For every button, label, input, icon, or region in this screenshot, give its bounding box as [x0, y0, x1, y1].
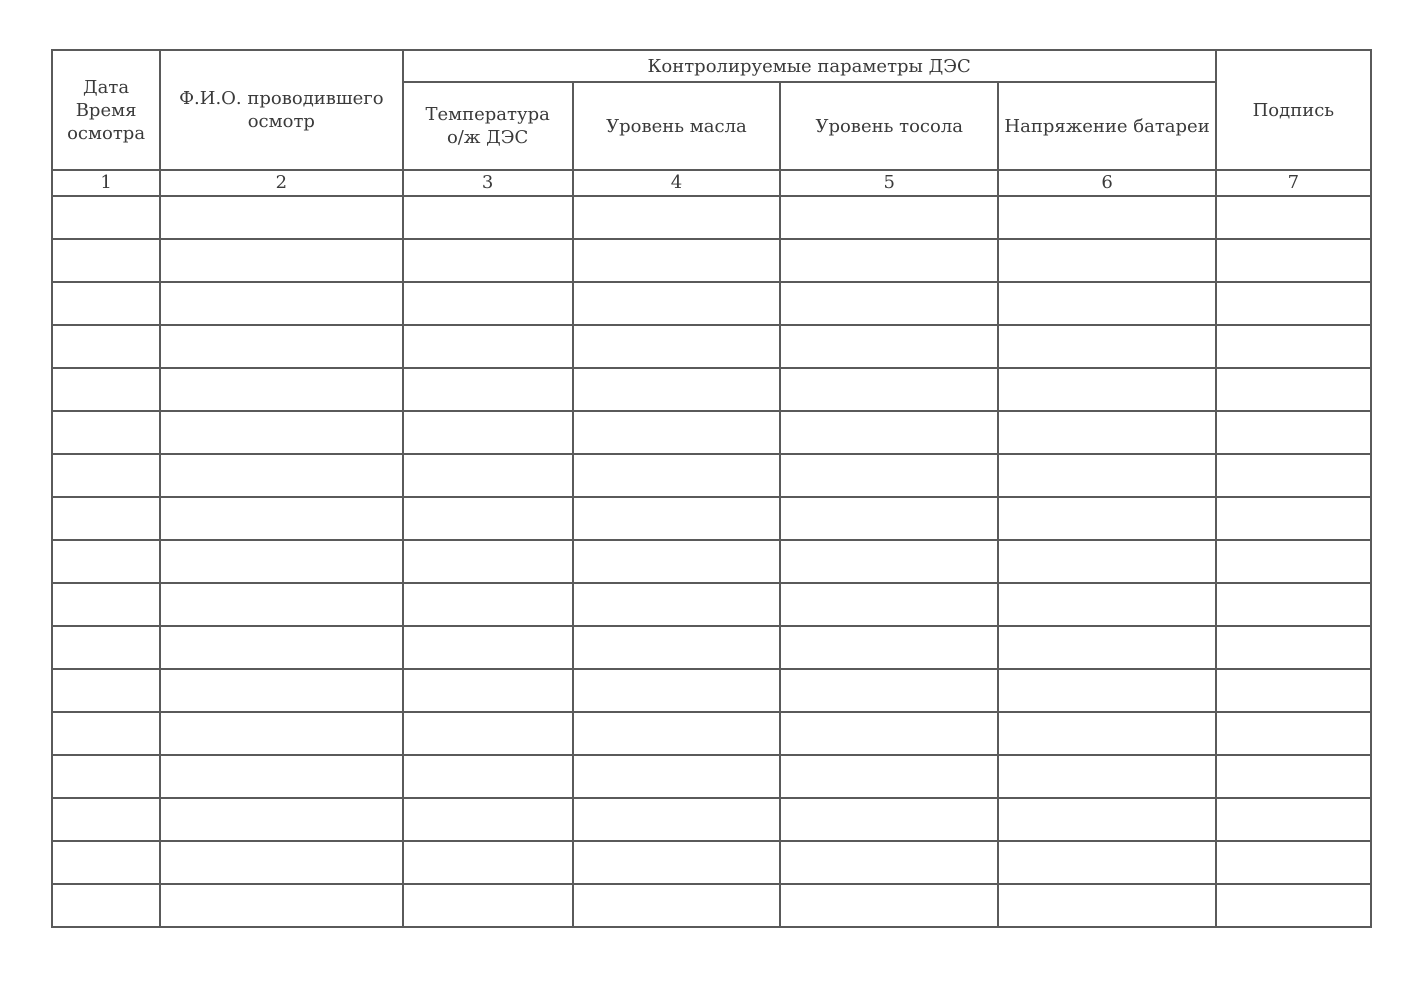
log-entry-cell[interactable]	[160, 411, 402, 454]
log-entry-cell[interactable]	[160, 626, 402, 669]
log-entry-cell[interactable]	[573, 626, 780, 669]
header-inspector-name: Ф.И.О. проводившего осмотр	[160, 50, 402, 170]
log-entry-cell[interactable]	[573, 497, 780, 540]
log-entry-cell[interactable]	[52, 626, 160, 669]
log-entry-row	[52, 626, 1371, 669]
log-entry-cell[interactable]	[52, 411, 160, 454]
header-group-monitored-parameters: Контролируемые параметры ДЭС	[403, 50, 1216, 82]
log-entry-cell[interactable]	[52, 497, 160, 540]
log-entry-cell[interactable]	[403, 841, 573, 884]
header-oil-level: Уровень масла	[573, 82, 780, 170]
log-entry-cell[interactable]	[52, 755, 160, 798]
log-entry-cell[interactable]	[780, 841, 998, 884]
log-entry-cell[interactable]	[160, 196, 402, 239]
column-number: 1	[52, 170, 160, 196]
inspection-log-table	[51, 49, 1372, 928]
log-entry-cell[interactable]	[52, 239, 160, 282]
log-entry-cell[interactable]	[998, 884, 1215, 927]
log-entry-cell[interactable]	[573, 798, 780, 841]
log-entry-cell[interactable]	[998, 841, 1215, 884]
log-entry-cell[interactable]	[573, 239, 780, 282]
column-number: 4	[573, 170, 780, 196]
log-entry-row	[52, 583, 1371, 626]
log-entry-cell[interactable]	[998, 325, 1215, 368]
column-number: 5	[780, 170, 998, 196]
log-entry-cell[interactable]	[160, 884, 402, 927]
log-entry-row	[52, 368, 1371, 411]
log-entry-cell[interactable]	[998, 454, 1215, 497]
log-entry-cell[interactable]	[573, 841, 780, 884]
log-entry-cell[interactable]	[403, 626, 573, 669]
log-entry-cell[interactable]	[52, 712, 160, 755]
log-entry-cell[interactable]	[573, 325, 780, 368]
log-entry-cell[interactable]	[1216, 497, 1371, 540]
log-entry-cell[interactable]	[998, 669, 1215, 712]
header-temperature: Температура о/ж ДЭС	[403, 82, 573, 170]
log-entry-cell[interactable]	[52, 798, 160, 841]
log-entry-cell[interactable]	[160, 712, 402, 755]
log-entry-cell[interactable]	[573, 411, 780, 454]
log-entry-cell[interactable]	[1216, 454, 1371, 497]
log-entry-cell[interactable]	[780, 884, 998, 927]
log-entry-cell[interactable]	[573, 282, 780, 325]
log-entry-cell[interactable]	[403, 368, 573, 411]
log-entry-cell[interactable]	[1216, 755, 1371, 798]
log-entry-cell[interactable]	[780, 540, 998, 583]
log-entry-row	[52, 798, 1371, 841]
log-entry-cell[interactable]	[573, 755, 780, 798]
log-entry-cell[interactable]	[403, 669, 573, 712]
log-entry-row	[52, 712, 1371, 755]
log-entry-cell[interactable]	[573, 196, 780, 239]
log-entry-row	[52, 325, 1371, 368]
log-entry-cell[interactable]	[52, 841, 160, 884]
log-entry-cell[interactable]	[52, 282, 160, 325]
log-body	[52, 196, 1371, 927]
log-entry-cell[interactable]	[998, 712, 1215, 755]
log-entry-row	[52, 411, 1371, 454]
log-entry-cell[interactable]	[780, 196, 998, 239]
header-battery-voltage: Напряжение батареи	[998, 82, 1215, 170]
log-entry-cell[interactable]	[160, 454, 402, 497]
log-entry-cell[interactable]	[160, 282, 402, 325]
log-entry-cell[interactable]	[780, 712, 998, 755]
log-entry-cell[interactable]	[780, 325, 998, 368]
log-entry-cell[interactable]	[403, 239, 573, 282]
column-number: 7	[1216, 170, 1371, 196]
log-entry-cell[interactable]	[1216, 368, 1371, 411]
log-entry-cell[interactable]	[403, 712, 573, 755]
log-entry-cell[interactable]	[780, 239, 998, 282]
log-entry-row	[52, 755, 1371, 798]
log-entry-cell[interactable]	[780, 669, 998, 712]
log-entry-cell[interactable]	[1216, 669, 1371, 712]
log-entry-cell[interactable]	[160, 755, 402, 798]
log-entry-cell[interactable]	[573, 454, 780, 497]
log-entry-cell[interactable]	[573, 712, 780, 755]
log-entry-cell[interactable]	[52, 669, 160, 712]
log-entry-cell[interactable]	[998, 626, 1215, 669]
log-entry-cell[interactable]	[403, 325, 573, 368]
log-entry-row	[52, 239, 1371, 282]
log-entry-cell[interactable]	[1216, 196, 1371, 239]
inspection-log-sheet	[51, 49, 1372, 928]
log-entry-cell[interactable]	[998, 583, 1215, 626]
log-entry-cell[interactable]	[998, 196, 1215, 239]
log-entry-row	[52, 841, 1371, 884]
log-entry-cell[interactable]	[160, 841, 402, 884]
log-entry-cell[interactable]	[52, 884, 160, 927]
log-entry-row	[52, 540, 1371, 583]
log-entry-cell[interactable]	[160, 325, 402, 368]
log-entry-cell[interactable]	[160, 540, 402, 583]
log-entry-cell[interactable]	[998, 755, 1215, 798]
log-entry-cell[interactable]	[403, 282, 573, 325]
log-entry-row	[52, 454, 1371, 497]
log-entry-cell[interactable]	[1216, 411, 1371, 454]
log-entry-cell[interactable]	[52, 368, 160, 411]
log-entry-cell[interactable]	[403, 540, 573, 583]
log-entry-cell[interactable]	[160, 368, 402, 411]
log-entry-cell[interactable]	[1216, 841, 1371, 884]
log-entry-row	[52, 196, 1371, 239]
log-entry-cell[interactable]	[403, 196, 573, 239]
log-entry-cell[interactable]	[1216, 626, 1371, 669]
log-entry-cell[interactable]	[52, 196, 160, 239]
log-entry-cell[interactable]	[52, 540, 160, 583]
column-number-row	[52, 170, 1371, 196]
log-entry-cell[interactable]	[780, 626, 998, 669]
log-entry-cell[interactable]	[160, 497, 402, 540]
column-number: 2	[160, 170, 402, 196]
log-entry-cell[interactable]	[573, 540, 780, 583]
log-entry-cell[interactable]	[1216, 798, 1371, 841]
log-entry-row	[52, 884, 1371, 927]
log-entry-cell[interactable]	[403, 755, 573, 798]
log-entry-cell[interactable]	[998, 798, 1215, 841]
log-entry-row	[52, 497, 1371, 540]
log-entry-cell[interactable]	[780, 454, 998, 497]
log-entry-row	[52, 669, 1371, 712]
column-number: 3	[403, 170, 573, 196]
log-entry-cell[interactable]	[1216, 540, 1371, 583]
log-entry-cell[interactable]	[52, 583, 160, 626]
log-entry-cell[interactable]	[1216, 325, 1371, 368]
log-entry-cell[interactable]	[573, 368, 780, 411]
log-entry-cell[interactable]	[998, 497, 1215, 540]
log-entry-cell[interactable]	[1216, 884, 1371, 927]
log-entry-cell[interactable]	[403, 583, 573, 626]
log-entry-cell[interactable]	[160, 239, 402, 282]
log-entry-cell[interactable]	[998, 282, 1215, 325]
log-entry-cell[interactable]	[403, 411, 573, 454]
log-entry-cell[interactable]	[780, 497, 998, 540]
log-entry-cell[interactable]	[1216, 583, 1371, 626]
log-entry-cell[interactable]	[780, 583, 998, 626]
log-entry-row	[52, 282, 1371, 325]
header-row-group	[52, 50, 1371, 82]
log-entry-cell[interactable]	[403, 454, 573, 497]
log-entry-cell[interactable]	[780, 755, 998, 798]
log-entry-cell[interactable]	[403, 798, 573, 841]
log-entry-cell[interactable]	[1216, 282, 1371, 325]
log-entry-cell[interactable]	[573, 583, 780, 626]
log-entry-cell[interactable]	[780, 282, 998, 325]
log-entry-cell[interactable]	[403, 497, 573, 540]
log-entry-cell[interactable]	[998, 239, 1215, 282]
log-entry-cell[interactable]	[160, 583, 402, 626]
log-entry-cell[interactable]	[160, 669, 402, 712]
log-entry-cell[interactable]	[403, 884, 573, 927]
log-entry-cell[interactable]	[160, 798, 402, 841]
column-number: 6	[998, 170, 1215, 196]
log-entry-cell[interactable]	[780, 798, 998, 841]
header-date-time: Дата Время осмотра	[52, 50, 160, 170]
log-entry-cell[interactable]	[52, 325, 160, 368]
log-entry-cell[interactable]	[1216, 239, 1371, 282]
header-coolant-level: Уровень тосола	[780, 82, 998, 170]
log-entry-cell[interactable]	[998, 411, 1215, 454]
log-entry-cell[interactable]	[573, 669, 780, 712]
log-entry-cell[interactable]	[998, 368, 1215, 411]
log-entry-cell[interactable]	[1216, 712, 1371, 755]
header-signature: Подпись	[1216, 50, 1371, 170]
log-entry-cell[interactable]	[52, 454, 160, 497]
log-entry-cell[interactable]	[780, 411, 998, 454]
log-entry-cell[interactable]	[573, 884, 780, 927]
log-entry-cell[interactable]	[780, 368, 998, 411]
log-entry-cell[interactable]	[998, 540, 1215, 583]
